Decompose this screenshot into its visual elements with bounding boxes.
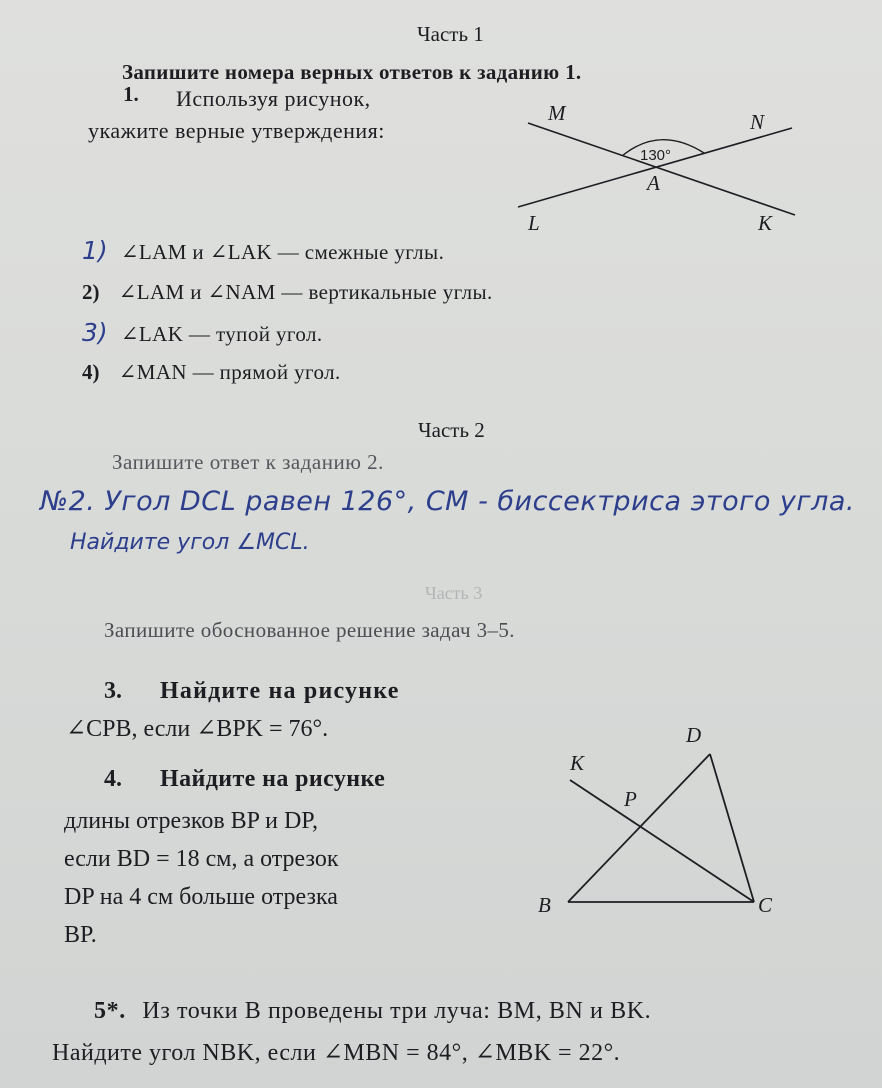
point-C-label: C [758, 893, 773, 917]
option-4 [82, 360, 341, 385]
task5-line2: Найдите угол NBK, если ∠MBN = 84°, ∠MBK = 22°. [52, 1040, 621, 1066]
option-2-text: ∠LAM и ∠NAM — вертикальные углы. [118, 280, 493, 304]
part1-instruction: Запишите номера верных ответов к заданию 1. [122, 60, 582, 84]
task4-line1: Найдите на рисунке [160, 766, 386, 792]
segment-KC [570, 780, 754, 902]
part2-instruction: Запишите ответ к заданию 2. [112, 450, 384, 474]
task5-text-line1: Из точки B проведены три луча: BM, BN и BK. [142, 998, 652, 1024]
task1-text-line2: укажите верные утверждения: [88, 118, 385, 143]
intersecting-lines-figure [500, 95, 820, 245]
option-4-text: ∠MAN — прямой угол. [118, 360, 341, 384]
line-MK [528, 123, 795, 215]
task3-number: 3. [104, 678, 122, 704]
task4-line4: DP на 4 см больше отрезка [64, 884, 338, 910]
point-A-label: A [647, 171, 660, 195]
part3-instruction: Запишите обоснованное решение задач 3–5. [104, 618, 515, 642]
option-3-handwritten-mark: 3) [82, 318, 108, 347]
point-B-label: B [538, 893, 551, 917]
point-D-label: D [686, 723, 702, 747]
task4-number: 4. [104, 766, 122, 792]
option-2 [82, 280, 493, 305]
task1-number: 1. [123, 82, 139, 106]
option-4-number: 4) [82, 360, 100, 384]
task3-line2: ∠CPB, если ∠BPK = 76°. [66, 716, 329, 742]
part3-heading: Часть 3 [425, 583, 483, 603]
segment-DC [710, 754, 754, 902]
option-2-number: 2) [82, 280, 100, 304]
point-M-label: M [548, 101, 566, 125]
point-P-label: P [624, 787, 637, 811]
option-3-text: ∠LAK — тупой угол. [120, 322, 323, 346]
option-3 [82, 318, 323, 347]
segment-BD [568, 754, 710, 902]
angle-130-label: 130° [640, 147, 672, 164]
option-1-handwritten-mark: 1) [82, 236, 108, 265]
part1-heading: Часть 1 [417, 22, 484, 46]
option-1-text: ∠LAM и ∠LAK — смежные углы. [120, 240, 445, 264]
point-K-label: K [570, 751, 585, 775]
triangle-figure [530, 720, 790, 920]
task3-line1: Найдите на рисунке [160, 678, 400, 704]
point-L-label: L [528, 211, 540, 235]
task5-line1 [94, 998, 651, 1025]
task5-number: 5*. [94, 998, 126, 1024]
handwritten-answer-line2: Найдите угол ∠MCL. [70, 530, 310, 555]
option-1 [82, 236, 444, 265]
task4-line3: если BD = 18 см, а отрезок [64, 846, 339, 872]
task4-line2: длины отрезков BP и DP, [64, 808, 318, 834]
point-N-label: N [750, 110, 765, 134]
part2-heading: Часть 2 [418, 418, 485, 442]
task4-line5: BP. [64, 922, 97, 948]
point-K-label: K [758, 211, 773, 235]
handwritten-answer-line1: №2. Угол DCL равен 126°, CM - биссектриса этого угла. [40, 486, 855, 517]
task1-text-line1: Используя рисунок, [176, 86, 371, 111]
